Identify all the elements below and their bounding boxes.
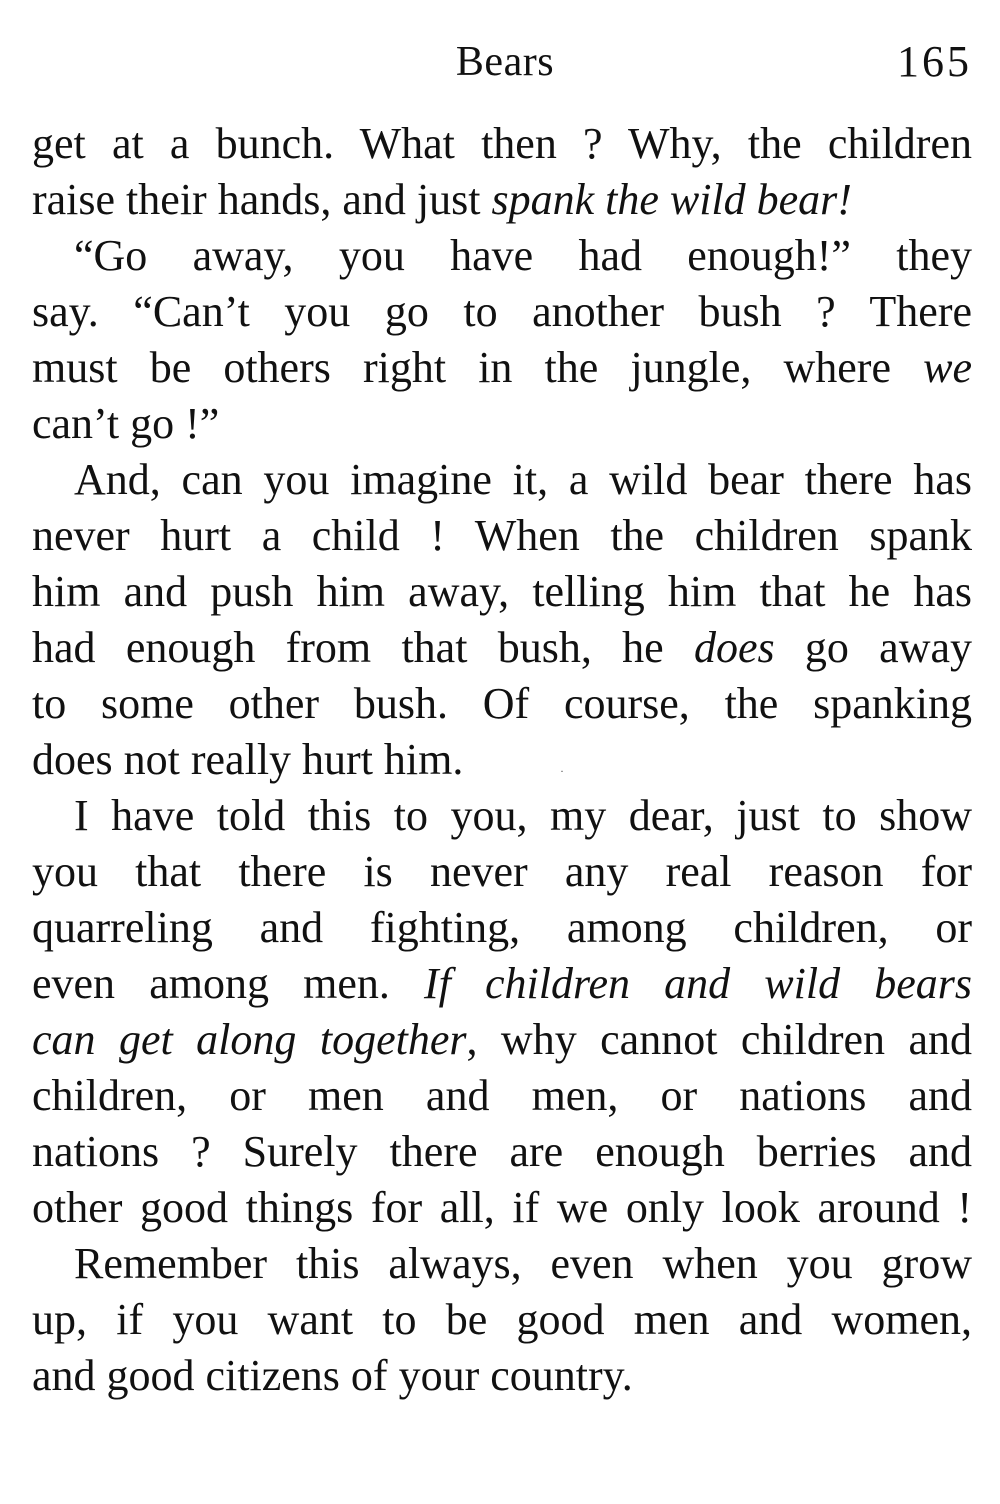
text-line — [32, 396, 972, 452]
text-run: children, or men and men, or nations and — [32, 1071, 972, 1120]
text-line — [32, 844, 972, 900]
text-run: I have told this to you, my dear, just to show — [74, 791, 972, 840]
text-line — [32, 788, 972, 844]
text-line — [32, 620, 972, 676]
italic-text-run: If children and wild bears — [423, 959, 972, 1008]
text-line — [32, 676, 972, 732]
text-line — [32, 956, 972, 1012]
text-line — [32, 228, 972, 284]
text-run: and good citizens of your country. — [32, 1351, 633, 1400]
text-run: nations ? Surely there are enough berries and — [32, 1127, 972, 1176]
text-line — [32, 1012, 972, 1068]
text-line — [32, 284, 972, 340]
text-line — [32, 564, 972, 620]
running-head — [0, 34, 1000, 94]
body-text — [32, 116, 972, 1404]
text-line — [32, 116, 972, 172]
text-run: say. “Can’t you go to another bush ? There — [32, 287, 972, 336]
italic-text-run: spank the wild bear! — [491, 175, 852, 224]
text-run: raise their hands, and just — [32, 175, 492, 224]
text-run: , why cannot children and — [466, 1015, 973, 1064]
italic-text-run: can get along together — [32, 1015, 467, 1064]
text-run: “Go away, you have had enough!” they — [74, 231, 972, 280]
text-line — [32, 452, 972, 508]
text-line — [32, 1124, 972, 1180]
page-number: 165 — [897, 37, 972, 86]
print-speck: · — [560, 764, 564, 778]
text-line — [32, 340, 972, 396]
text-run: go away — [774, 623, 972, 672]
text-run: you that there is never any real reason for — [32, 847, 972, 896]
text-run: must be others right in the jungle, where — [32, 343, 924, 392]
text-line — [32, 1068, 972, 1124]
text-run: get at a bunch. What then ? Why, the children — [32, 119, 972, 168]
text-run: up, if you want to be good men and women, — [32, 1295, 972, 1344]
text-run: Remember this always, even when you grow — [74, 1239, 972, 1288]
text-run: does not really hurt him. — [32, 735, 464, 784]
text-line — [32, 508, 972, 564]
text-run: to some other bush. Of course, the spanking — [32, 679, 972, 728]
text-line — [32, 172, 972, 228]
text-run: can’t go !” — [32, 399, 220, 448]
text-run: him and push him away, telling him that he has — [32, 567, 972, 616]
text-run: even among men. — [32, 959, 424, 1008]
text-run: quarreling and fighting, among children, or — [32, 903, 972, 952]
text-line — [32, 1292, 972, 1348]
text-line — [32, 1180, 972, 1236]
italic-text-run: does — [693, 623, 775, 672]
text-run: other good things for all, if we only look around ! — [32, 1183, 972, 1232]
italic-text-run: we — [923, 343, 972, 392]
text-line — [32, 1236, 972, 1292]
text-line — [32, 732, 972, 788]
running-title: Bears — [455, 39, 555, 85]
text-run: And, can you imagine it, a wild bear there has — [74, 455, 972, 504]
text-line — [32, 1348, 972, 1404]
text-run: never hurt a child ! When the children spank — [32, 511, 972, 560]
text-run: had enough from that bush, he — [32, 623, 694, 672]
text-line — [32, 900, 972, 956]
